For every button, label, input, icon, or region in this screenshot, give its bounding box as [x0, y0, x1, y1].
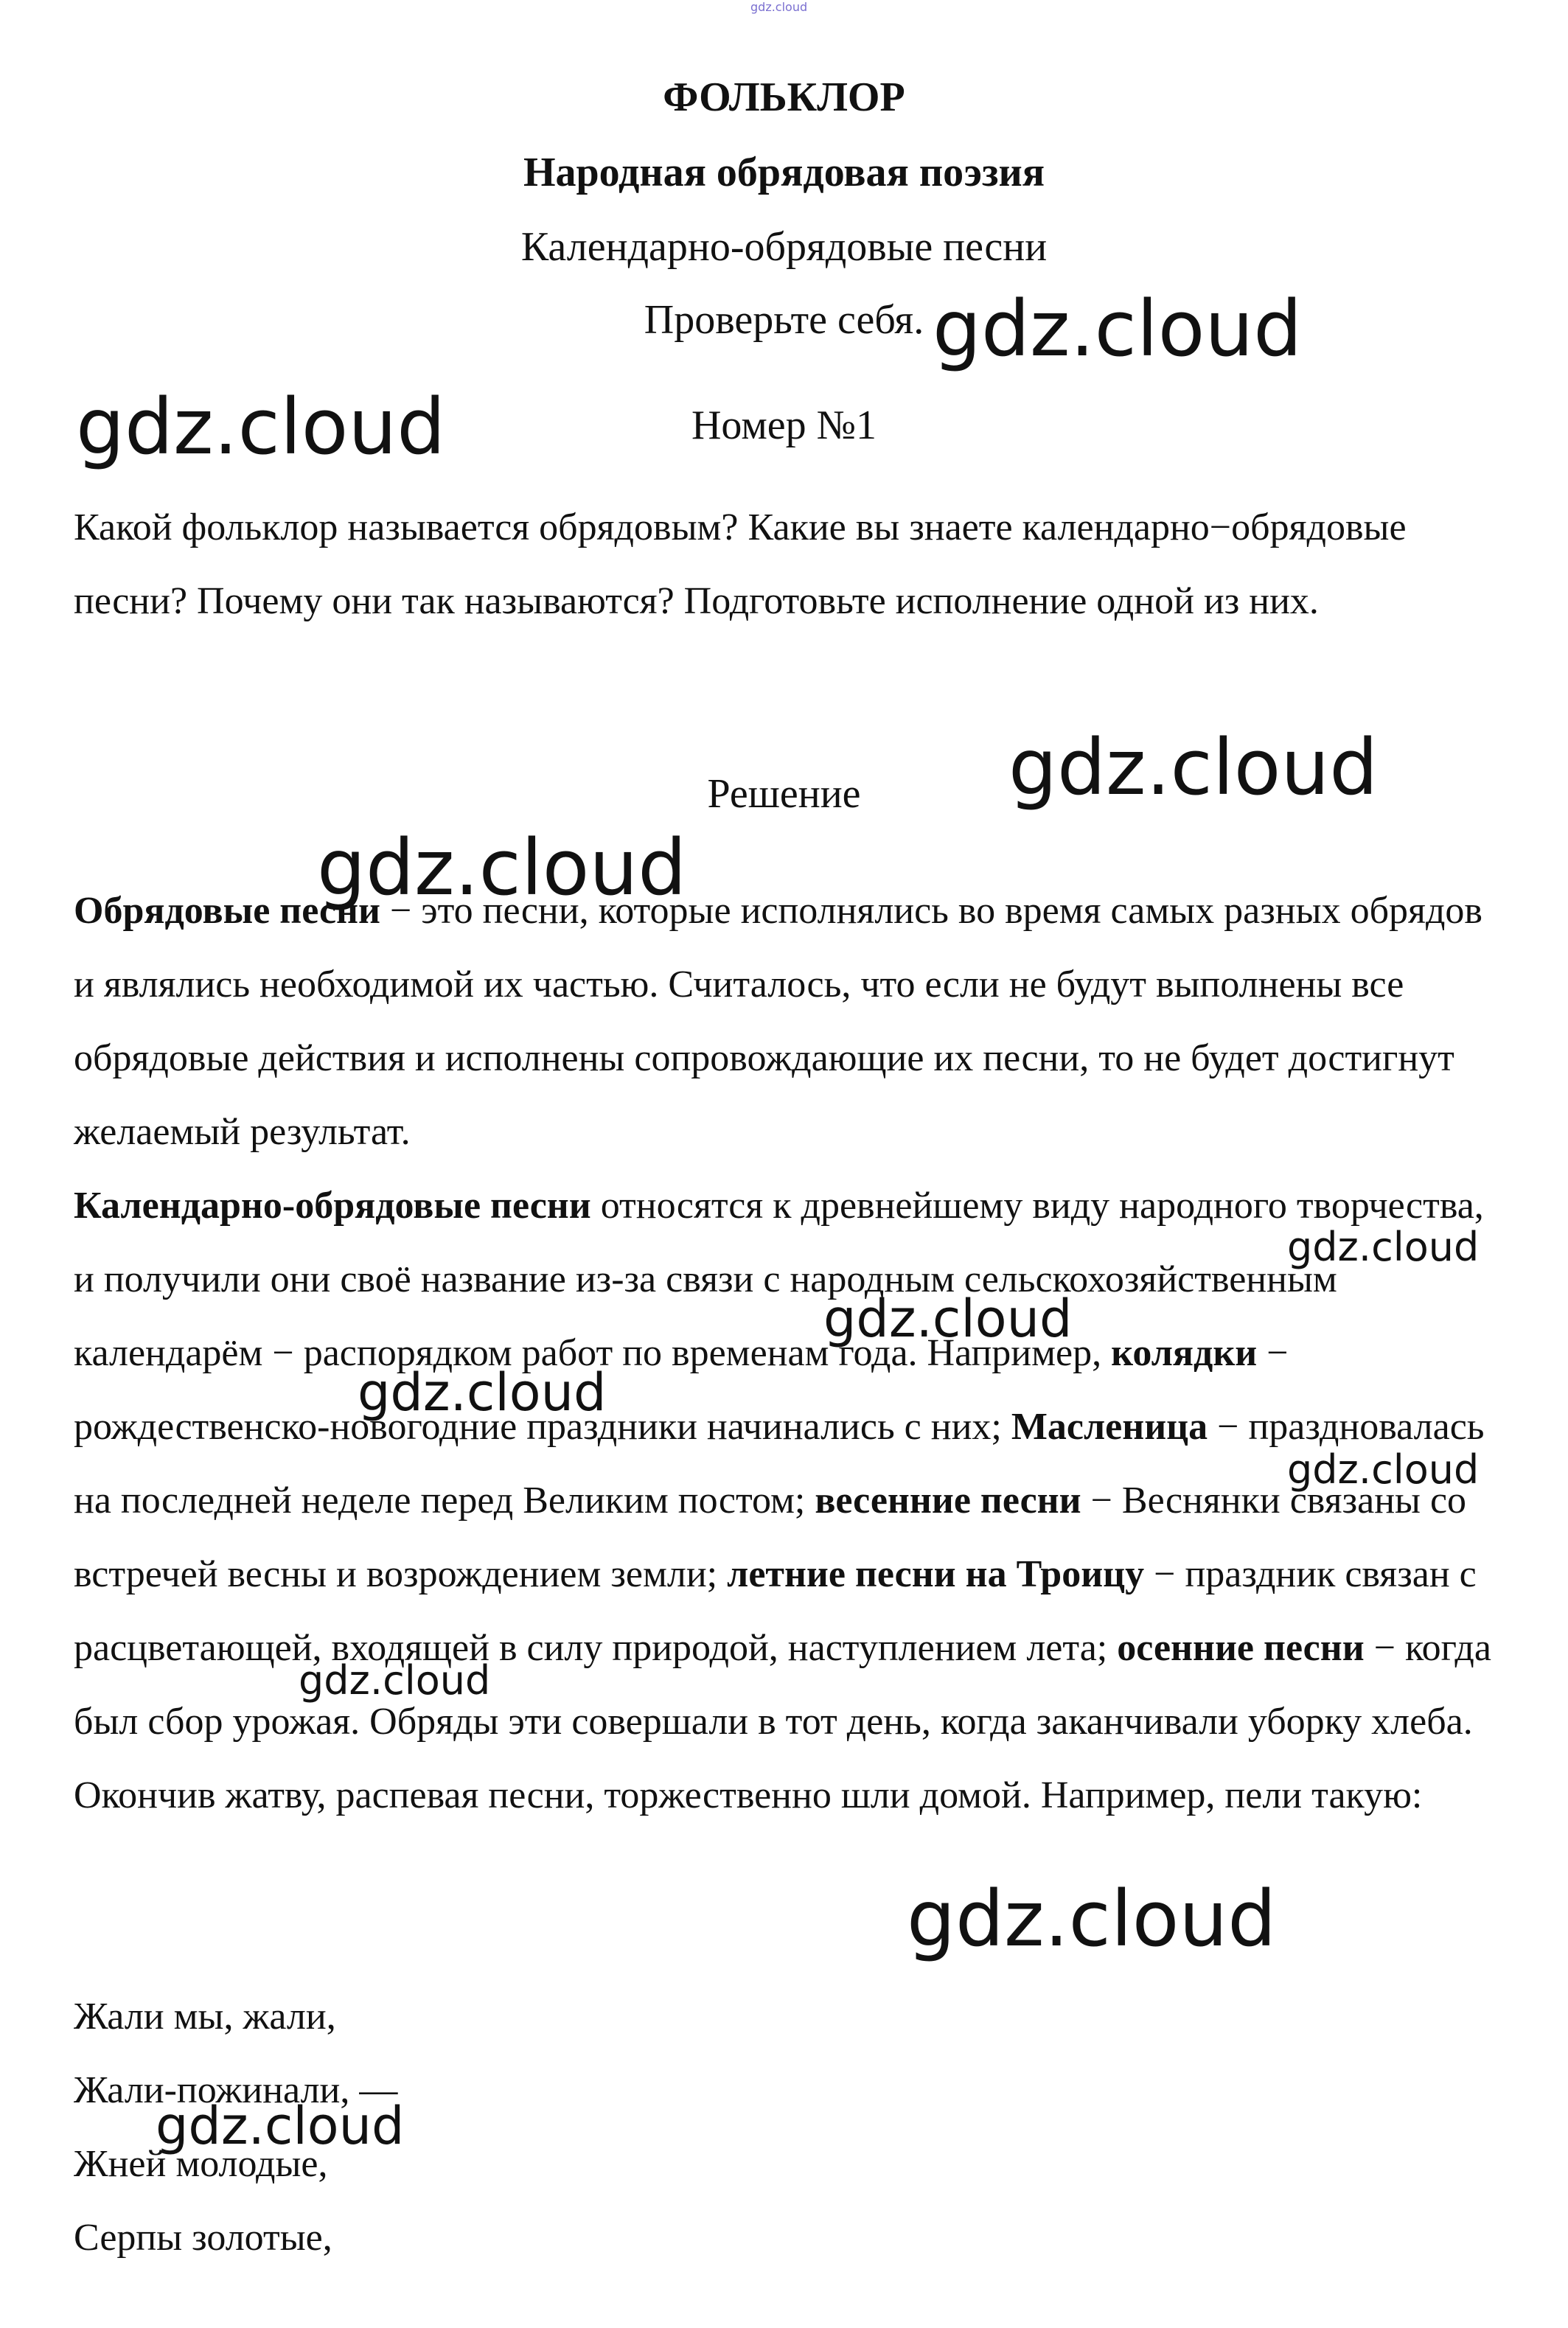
watermark: gdz.cloud [933, 284, 1303, 374]
poem-line: Жней молодые, [74, 2143, 328, 2185]
poem-line: Жали мы, жали, [74, 1996, 336, 2038]
paragraph-2-text: − рождественско-новогодние праздники начинались с них; [74, 1332, 1289, 1448]
poem-line: Жали-пожинали, — [74, 2069, 398, 2111]
watermark: gdz.cloud [907, 1874, 1277, 1964]
watermark: gdz.cloud [317, 823, 687, 913]
page-title: ФОЛЬКЛОР [663, 74, 905, 120]
term-ritual-songs: Обрядовые песни [74, 890, 380, 932]
term-kolyadki: колядки [1111, 1332, 1258, 1374]
paragraph-2-text: относятся к древнейшему виду народного творчества, и получили они своё название из-за связи с народным сельскохозяйственным календарём − распорядком работ по временам года. Например, [74, 1185, 1484, 1374]
watermark: gdz.cloud [823, 1289, 1073, 1349]
paragraph-2-text: − праздник связан с расцветающей, входящей в силу природой, наступлением лета; [74, 1553, 1477, 1669]
exercise-number: Номер №1 [691, 402, 877, 448]
term-autumn-songs: осенние песни [1117, 1627, 1365, 1669]
term-calendar-songs: Календарно-обрядовые песни [74, 1185, 591, 1227]
term-spring-songs: весенние песни [815, 1480, 1081, 1522]
solution-heading: Решение [707, 771, 861, 817]
watermark: gdz.cloud [358, 1362, 607, 1423]
solution-paragraph-1 [74, 874, 1504, 1169]
question-text: Какой фольклор называется обрядовым? Какие вы знаете календарно−обрядовые песни? Почему они так называются? Подготовьте исполнение одной из них. [74, 506, 1407, 622]
check-yourself-label: Проверьте себя. [644, 297, 924, 343]
paragraph-1-text: − это песни, которые исполнялись во время самых разных обрядов и являлись необходимой их частью. Считалось, что если не будут выполнены все обрядовые действия и исполнены сопровождающие их песни, то не будет достигнут желаемый результат. [74, 890, 1482, 1153]
watermark: gdz.cloud [1287, 1224, 1480, 1270]
section-title: Календарно-обрядовые песни [520, 224, 1048, 270]
paragraph-2-text: − когда был сбор урожая. Обряды эти совершали в тот день, когда заканчивали уборку хлеба. Окончив жатву, распевая песни, торжественно шли домой. Например, пели такую: [74, 1627, 1491, 1816]
term-summer-songs: летние песни на Троицу [727, 1553, 1145, 1595]
watermark: gdz.cloud [76, 382, 446, 472]
watermark: gdz.cloud [156, 2096, 405, 2156]
watermark: gdz.cloud [299, 1657, 491, 1704]
paragraph-2-text: − Веснянки связаны со встречей весны и возрождением земли; [74, 1480, 1467, 1595]
paragraph-2-text: − праздновалась на последней неделе перед Великим постом; [74, 1406, 1485, 1522]
poem-line: Серпы золотые, [74, 2217, 332, 2259]
term-maslenitsa: Масленица [1011, 1406, 1208, 1448]
watermark: gdz.cloud [1287, 1446, 1480, 1493]
page-subtitle: Народная обрядовая поэзия [523, 150, 1045, 195]
watermark: gdz.cloud [1008, 722, 1379, 812]
watermark-tiny: gdz.cloud [750, 0, 808, 14]
